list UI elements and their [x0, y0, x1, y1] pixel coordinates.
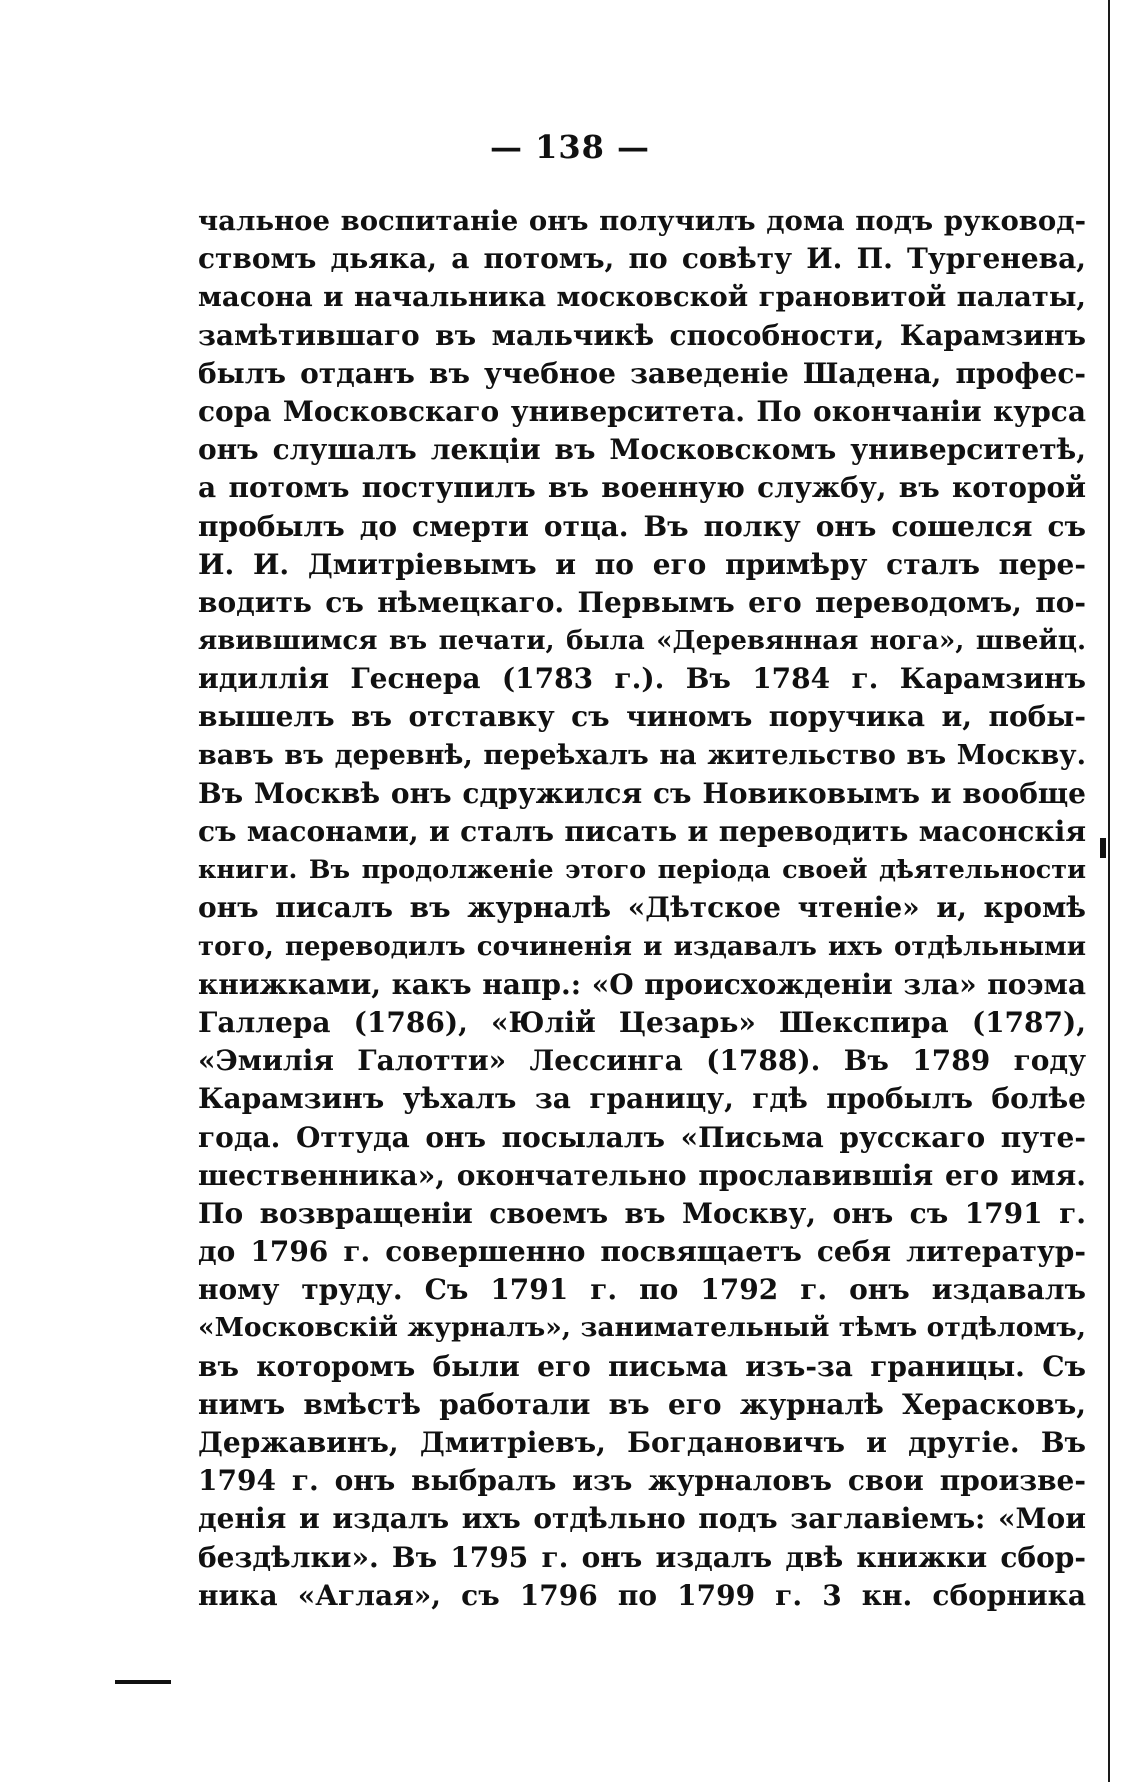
text-line: того, переводилъ сочиненія и издавалъ ихъ отдѣльными	[198, 931, 1086, 962]
text-line: ствомъ дьяка, а потомъ, по совѣту И. П. Тургенева,	[198, 242, 1086, 276]
text-line: бездѣлки». Въ 1795 г. онъ издалъ двѣ книжки сбор-	[198, 1540, 1086, 1574]
text-line: сора Московскаго университета. По окончаніи курса	[198, 394, 1086, 428]
text-line: водить съ нѣмецкаго. Первымъ его переводомъ, по-	[198, 585, 1086, 619]
text-line: Державинъ, Дмитріевъ, Богдановичъ и другіе. Въ	[198, 1426, 1086, 1459]
text-line: нимъ вмѣстѣ работали въ его журналѣ Херасковъ,	[198, 1387, 1086, 1421]
text-line: а потомъ поступилъ въ военную службу, въ которой	[198, 471, 1086, 505]
text-line: онъ писалъ въ журналѣ «Дѣтское чтеніе» и, кромѣ	[198, 891, 1086, 925]
text-line: 1794 г. онъ выбралъ изъ журналовъ свои произве-	[198, 1464, 1086, 1498]
text-line: явившимся въ печати, была «Деревянная нога», швейц.	[198, 626, 1086, 657]
text-line: «Московскій журналъ», занимательный тѣмъ отдѣломъ,	[198, 1312, 1086, 1344]
text-line: И. И. Дмитріевымъ и по его примѣру сталъ пере-	[198, 547, 1086, 581]
text-line: Галлера (1786), «Юлій Цезарь» Шекспира (1787),	[198, 1005, 1086, 1039]
text-line: замѣтившаго въ мальчикѣ способности, Карамзинъ	[198, 318, 1086, 352]
page-number: — 138 —	[489, 128, 651, 166]
text-line: года. Оттуда онъ посылалъ «Письма русскаго путе-	[198, 1120, 1086, 1154]
text-line: въ которомъ были его письма изъ-за границы. Съ	[198, 1349, 1086, 1383]
text-line: денія и издалъ ихъ отдѣльно подъ заглавіемъ: «Мои	[198, 1502, 1086, 1536]
text-line: ника «Аглая», съ 1796 по 1799 г. 3 кн. сборника	[198, 1578, 1086, 1612]
text-line: «Эмилія Галотти» Лессинга (1788). Въ 1789 году	[198, 1044, 1086, 1078]
text-line: По возвращеніи своемъ въ Москву, онъ съ 1791 г.	[198, 1196, 1086, 1230]
text-line: масона и начальника московской грановитой палаты,	[198, 281, 1086, 314]
text-line: идиллія Геснера (1783 г.). Въ 1784 г. Карамзинъ	[198, 662, 1086, 696]
text-line: чальное воспитаніе онъ получилъ дома подъ руковод-	[198, 205, 1086, 237]
text-line: съ масонами, и сталъ писать и переводить масонскія	[198, 815, 1086, 848]
text-line: Въ Москвѣ онъ сдружился съ Новиковымъ и вообще	[198, 776, 1086, 810]
margin-tick-mark	[1100, 838, 1106, 858]
text-line: ному труду. Съ 1791 г. по 1792 г. онъ издавалъ	[198, 1273, 1086, 1307]
text-line: вышелъ въ отставку съ чиномъ поручика и, побы-	[198, 700, 1086, 734]
text-line: онъ слушалъ лекціи въ Московскомъ университетѣ,	[198, 433, 1086, 467]
margin-dash-mark	[115, 1680, 171, 1684]
page-edge-rule	[1108, 0, 1110, 1782]
text-line: пробылъ до смерти отца. Въ полку онъ сошелся съ	[198, 509, 1086, 543]
text-line: былъ отданъ въ учебное заведеніе Шадена, профес-	[198, 356, 1086, 390]
text-line: Карамзинъ уѣхалъ за границу, гдѣ пробылъ болѣе	[198, 1082, 1086, 1116]
text-line: книги. Въ продолженіе этого періода своей дѣятельности	[198, 855, 1086, 886]
text-line: книжками, какъ напр.: «О происхожденіи зла» поэма	[198, 967, 1086, 1001]
body-text	[198, 202, 1086, 1615]
text-line: шественника», окончательно прославившія его имя.	[198, 1158, 1086, 1192]
text-line: вавъ въ деревнѣ, переѣхалъ на жительство въ Москву.	[198, 739, 1086, 771]
text-line: до 1796 г. совершенно посвящаетъ себя литератур-	[198, 1235, 1086, 1269]
